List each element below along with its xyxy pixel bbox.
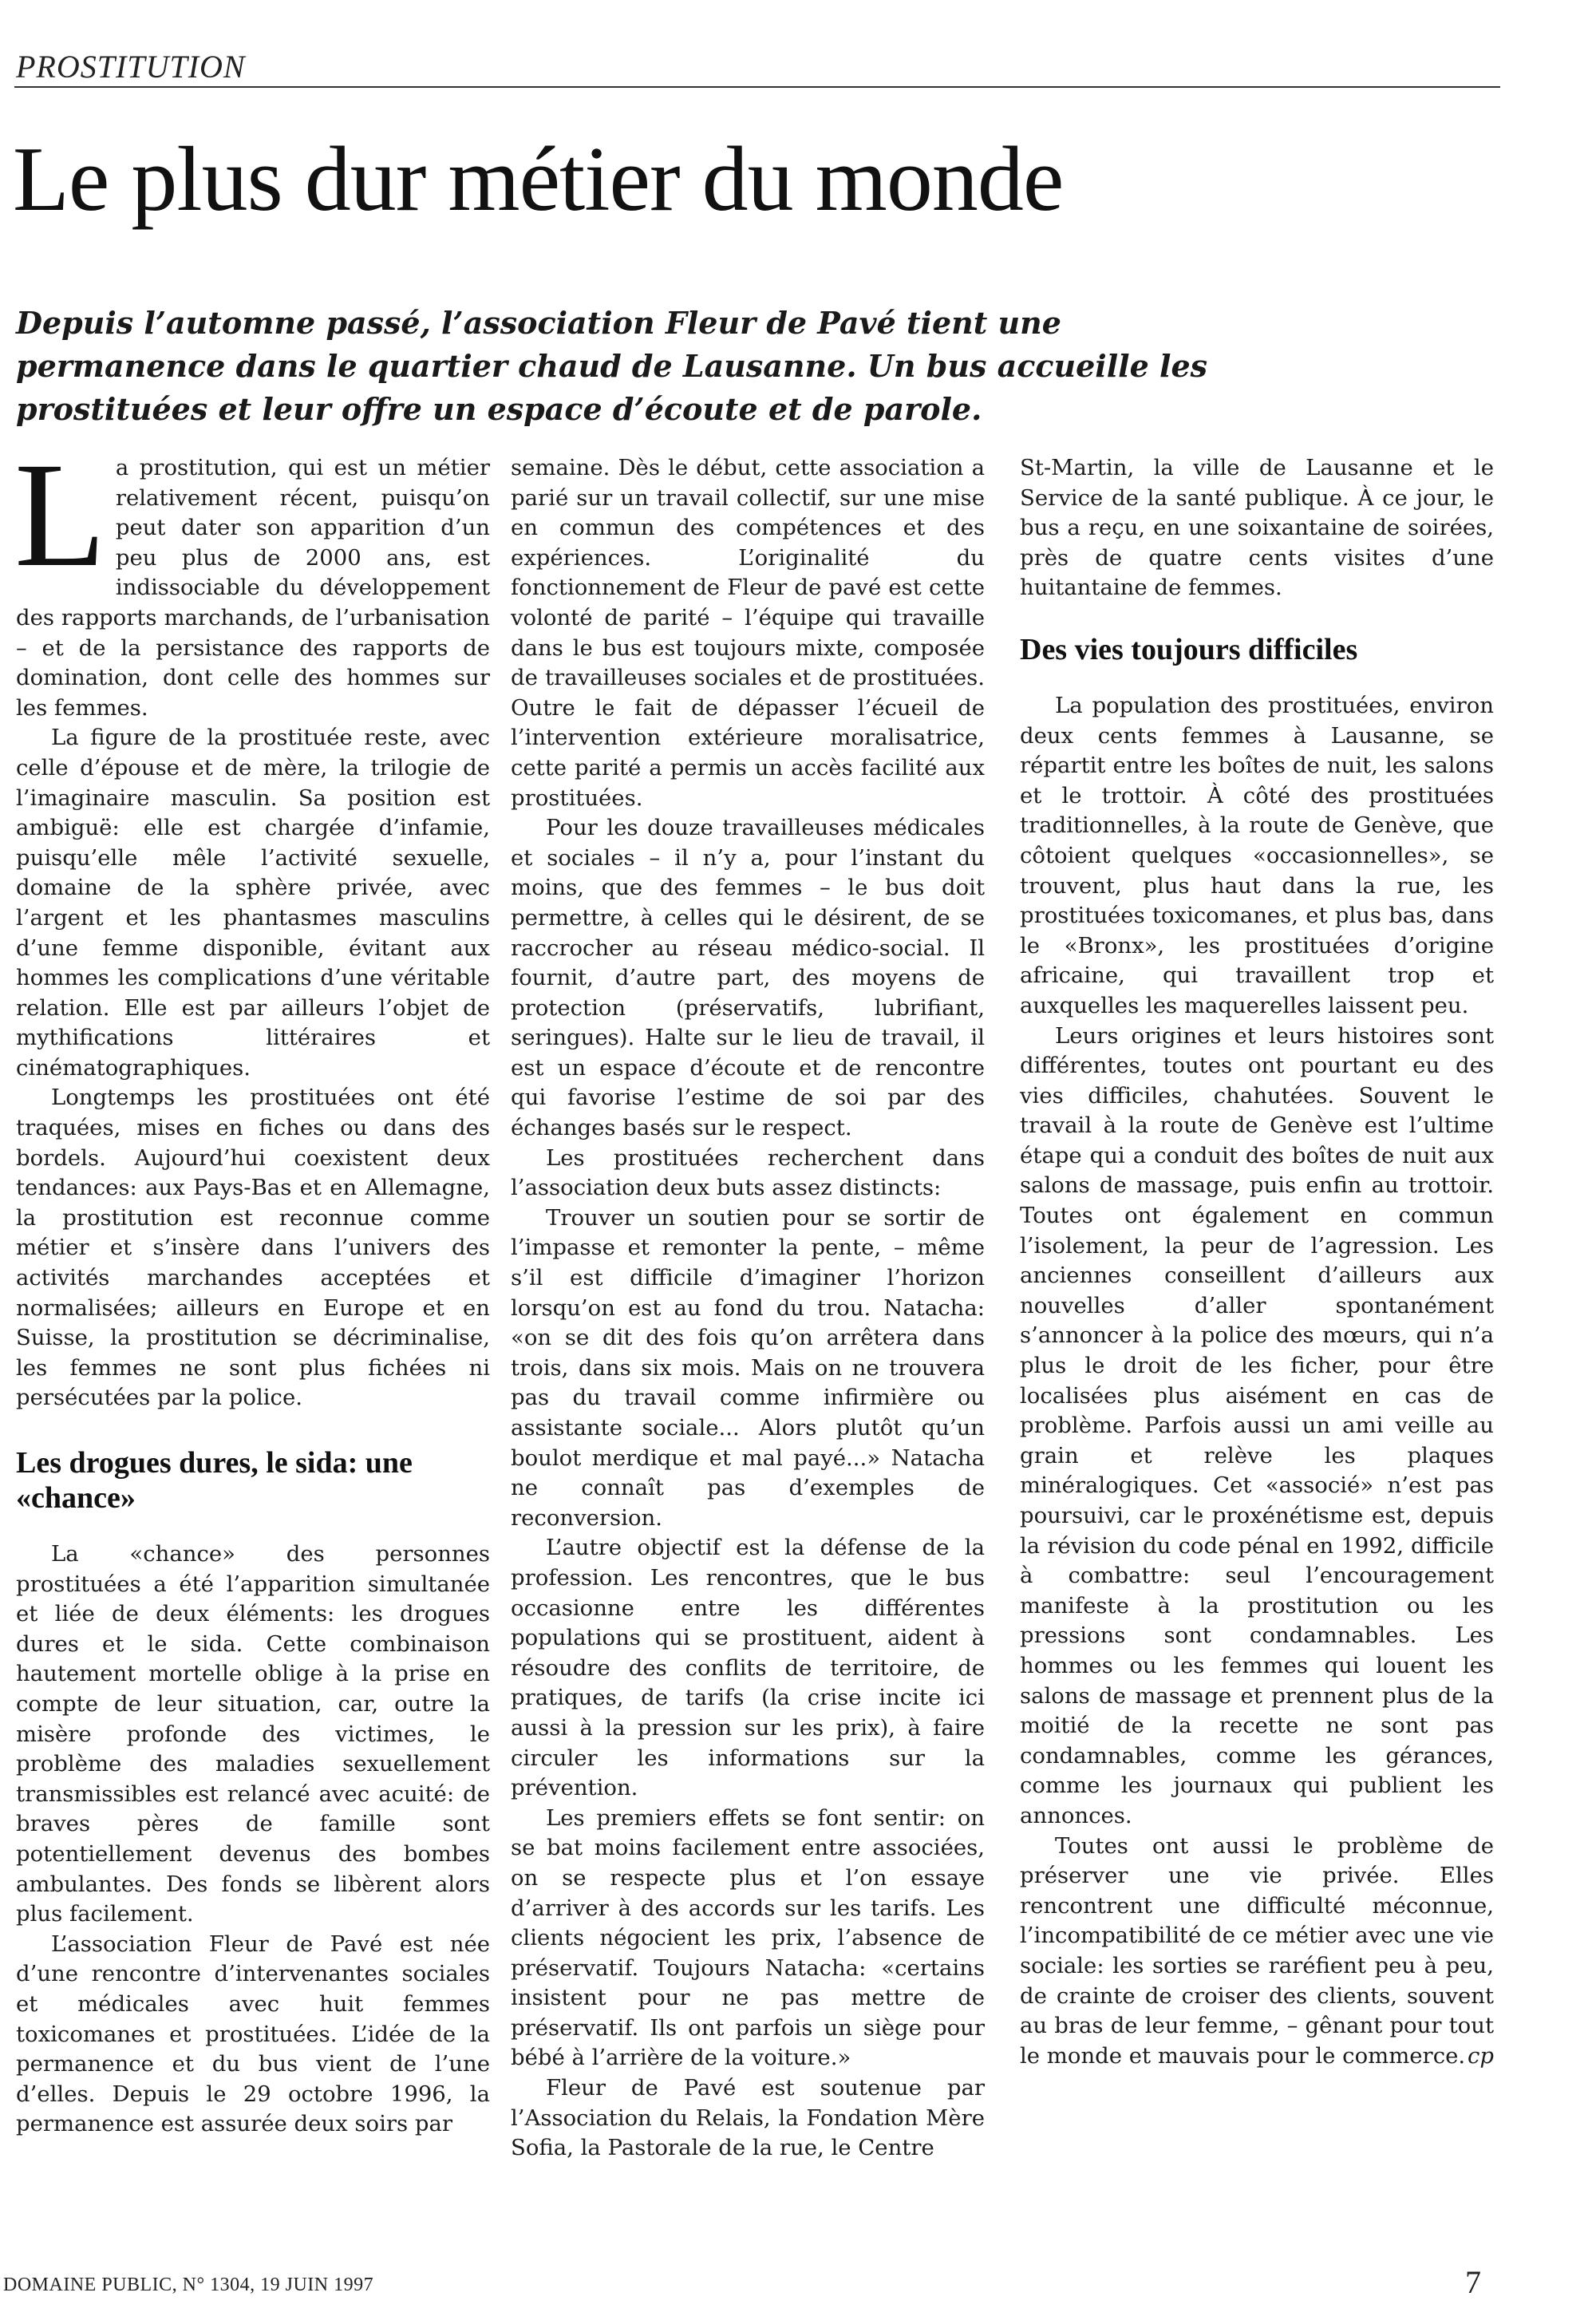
paragraph: La population des prostituées, environ deux cents femmes à Lausanne, se répartit entre les boîtes de nuit, les salons et le trottoir. À côté des prostituées traditionnelles, à la route de Genève, que côtoient quelques «occasionnelles», se trouvent, plus haut dans la rue, les prostituées toxicomanes, et plus bas, dans le «Bronx», les prostituées d’origine africaine, qui travaillent trop et auxquelles les maquerelles laissent peu. [1020, 692, 1494, 1018]
paragraph: Leurs origines et leurs histoires sont différentes, toutes ont pourtant eu des vies difficiles, chahutées. Souvent le travail à la route de Genève est l’ultime étape qui a conduit des boîtes de nuit aux salons de massage, puis enfin au trottoir. Toutes ont également en commun l’isolement, la peur de l’agression. Les anciennes conseillent d’ailleurs aux nouvelles d’aller spontanément s’annoncer à la police des mœurs, qui n’a plus le droit de les ficher, pour être localisées plus aisément en cas de problème. Parfois aussi un ami veille au grain et relève les plaques minéralogiques. Cet «associé» n’est pas poursuivi, car le proxénétisme est, depuis la révision du code pénal en 1992, difficile à combattre: seul l’encouragement manifeste à la prostitution ou les pressions sont condamnables. Les hommes ou les femmes qui louent les salons de massage et prennent plus de la moitié de la recette ne sont pas condamnables, comme les gérances, comme les journaux qui publient les annonces. [1020, 1022, 1494, 1828]
column-3 [1020, 453, 1494, 2071]
paragraph: Pour les douze travailleuses médicales et sociales – il n’y a, pour l’instant du moins, que des femmes – le bus doit permettre, à celles qui le désirent, de se raccrocher au réseau médico-social. Il fournit, d’autre part, des moyens de protection (préservatifs, lubrifiant, seringues). Halte sur le lieu de travail, il est un espace d’écoute et de rencontre qui favorise l’estime de soi par des échanges basés sur le respect. [511, 815, 985, 1141]
rubric-rule [14, 86, 1500, 88]
article-lede: Depuis l’automne passé, l’association Fleur de Pavé tient une permanence dans le quartier chaud de Lausanne. Un bus accueille les prostituées et leur offre un espace d’écoute et de parole. [16, 305, 1208, 427]
paragraph: St-Martin, la ville de Lausanne et le Service de la santé publique. À ce jour, le bus a reçu, en une soixantaine de soirées, près de quatre cents visites d’une huitantaine de femmes. [1020, 455, 1494, 601]
subhead-drogues: Les drogues dures, le sida: une «chance» [16, 1446, 413, 1515]
paragraph: Trouver un soutien pour se sortir de l’impasse et remonter la pente, – même s’il est difficile d’imaginer l’horizon lorsqu’on est au fond du trou. Natacha: «on se dit des fois qu’on arrêtera dans trois, dans six mois. Mais on ne trouvera pas du travail comme infirmière ou assistante sociale... Alors plutôt qu’un boulot merdique et mal payé...» Natacha ne connaît pas d’exemples de reconversion. [511, 1204, 985, 1531]
paragraph: Longtemps les prostituées ont été traquées, mises en fiches ou dans des bordels. Aujourd’hui coexistent deux tendances: aux Pays-Bas et en Allemagne, la prostitution est reconnue comme métier et s’insère dans l’univers des activités marchandes acceptées et normalisées; ailleurs en Europe et en Suisse, la prostitution se décriminalise, les femmes ne sont plus fichées ni persécutées par la police. [16, 1085, 490, 1411]
subhead-vies: Des vies toujours difficiles [1020, 632, 1358, 666]
paragraph: La figure de la prostituée reste, avec celle d’épouse et de mère, la trilogie de l’imaginaire masculin. Sa position est ambiguë: elle est chargée d’infamie, puisqu’elle mêle l’activité sexuelle, domaine de la sphère privée, avec l’argent et les phantasmes masculins d’une femme disponible, évitant aux hommes les complications d’une véritable relation. Elle est par ailleurs l’objet de mythifications littéraires et cinématographiques. [16, 725, 490, 1081]
paragraph: semaine. Dès le début, cette association a parié sur un travail collectif, sur une mise en commun des compétences et des expériences. L’originalité du fonctionnement de Fleur de pavé est cette volonté de parité – l’équipe qui travaille dans le bus est toujours mixte, composée de travailleuses sociales et de prostituées. Outre le fait de dépasser l’écueil de l’intervention extérieure moralisatrice, cette parité a permis un accès facilité aux prostituées. [511, 455, 985, 811]
paragraph: L’autre objectif est la défense de la profession. Les rencontres, que le bus occasionne entre les différentes populations qui se prostituent, aident à résoudre des conflits de territoire, de pratiques, de tarifs (la crise incite ici aussi à la pression sur les prix), à faire circuler les informations sur la prévention. [511, 1535, 985, 1801]
paragraph: La «chance» des personnes prostituées a été l’apparition simultanée et liée de deux éléments: les drogues dures et le sida. Cette combinaison hautement mortelle oblige à la prise en compte de leur situation, car, outre la misère profonde des victimes, le problème des maladies sexuellement transmissibles est relancé avec acuité: de braves pères de famille sont potentiellement devenus des bombes ambulantes. Des fonds se libèrent alors plus facilement. [16, 1541, 490, 1927]
paragraph: Les premiers effets se font sentir: on se bat moins facilement entre associées, on se respecte plus et l’on essaye d’arriver à des accords sur les tarifs. Les clients négocient les prix, l’absence de préservatif. Toujours Natacha: «certains insistent pour ne pas mettre de préservatif. Ils ont parfois un siège pour bébé à l’arrière de la voiture.» [511, 1804, 985, 2071]
column-1 [14, 431, 490, 2140]
column-2 [511, 453, 985, 2164]
paragraph: Fleur de Pavé est soutenue par l’Association du Relais, la Fondation Mère Sofia, la Pastorale de la rue, le Centre [511, 2075, 985, 2161]
paragraph: L’association Fleur de Pavé est née d’une rencontre d’intervenantes sociales et médicales avec huit femmes toxicomanes et prostituées. L’idée de la permanence et du bus vient de l’une d’elles. Depuis le 29 octobre 1996, la permanence est assurée deux soirs par [16, 1931, 490, 2137]
paragraph: La prostitution, qui est un métier relativement récent, puisqu’on peut dater son apparition d’un peu plus de 2000 ans, est indissociable du développement des rapports marchands, de l’urbanisation – et de la persistance des rapports de domination, dont celle des hommes sur les femmes. [14, 431, 490, 721]
article-headline: Le plus dur métier du monde [13, 128, 1064, 231]
drop-cap: L [14, 431, 106, 598]
section-rubric: PROSTITUTION [16, 49, 246, 85]
paragraph: Toutes ont aussi le problème de préserver une vie privée. Elles rencontrent une difficulté méconnue, l’incompatibilité de ce métier avec une vie sociale: les sorties se raréfient peu à peu, de crainte de croiser des clients, souvent au bras de leur femme, – gênant pour tout le monde et mauvais pour le commerce. [1020, 1832, 1494, 2069]
page-number: 7 [1465, 2264, 1481, 2300]
footer-issue: DOMAINE PUBLIC, N° 1304, 19 JUIN 1997 [3, 2275, 374, 2295]
author-signature: cp [1467, 2042, 1494, 2069]
paragraph: Les prostituées recherchent dans l’association deux buts assez distincts: [511, 1144, 985, 1201]
